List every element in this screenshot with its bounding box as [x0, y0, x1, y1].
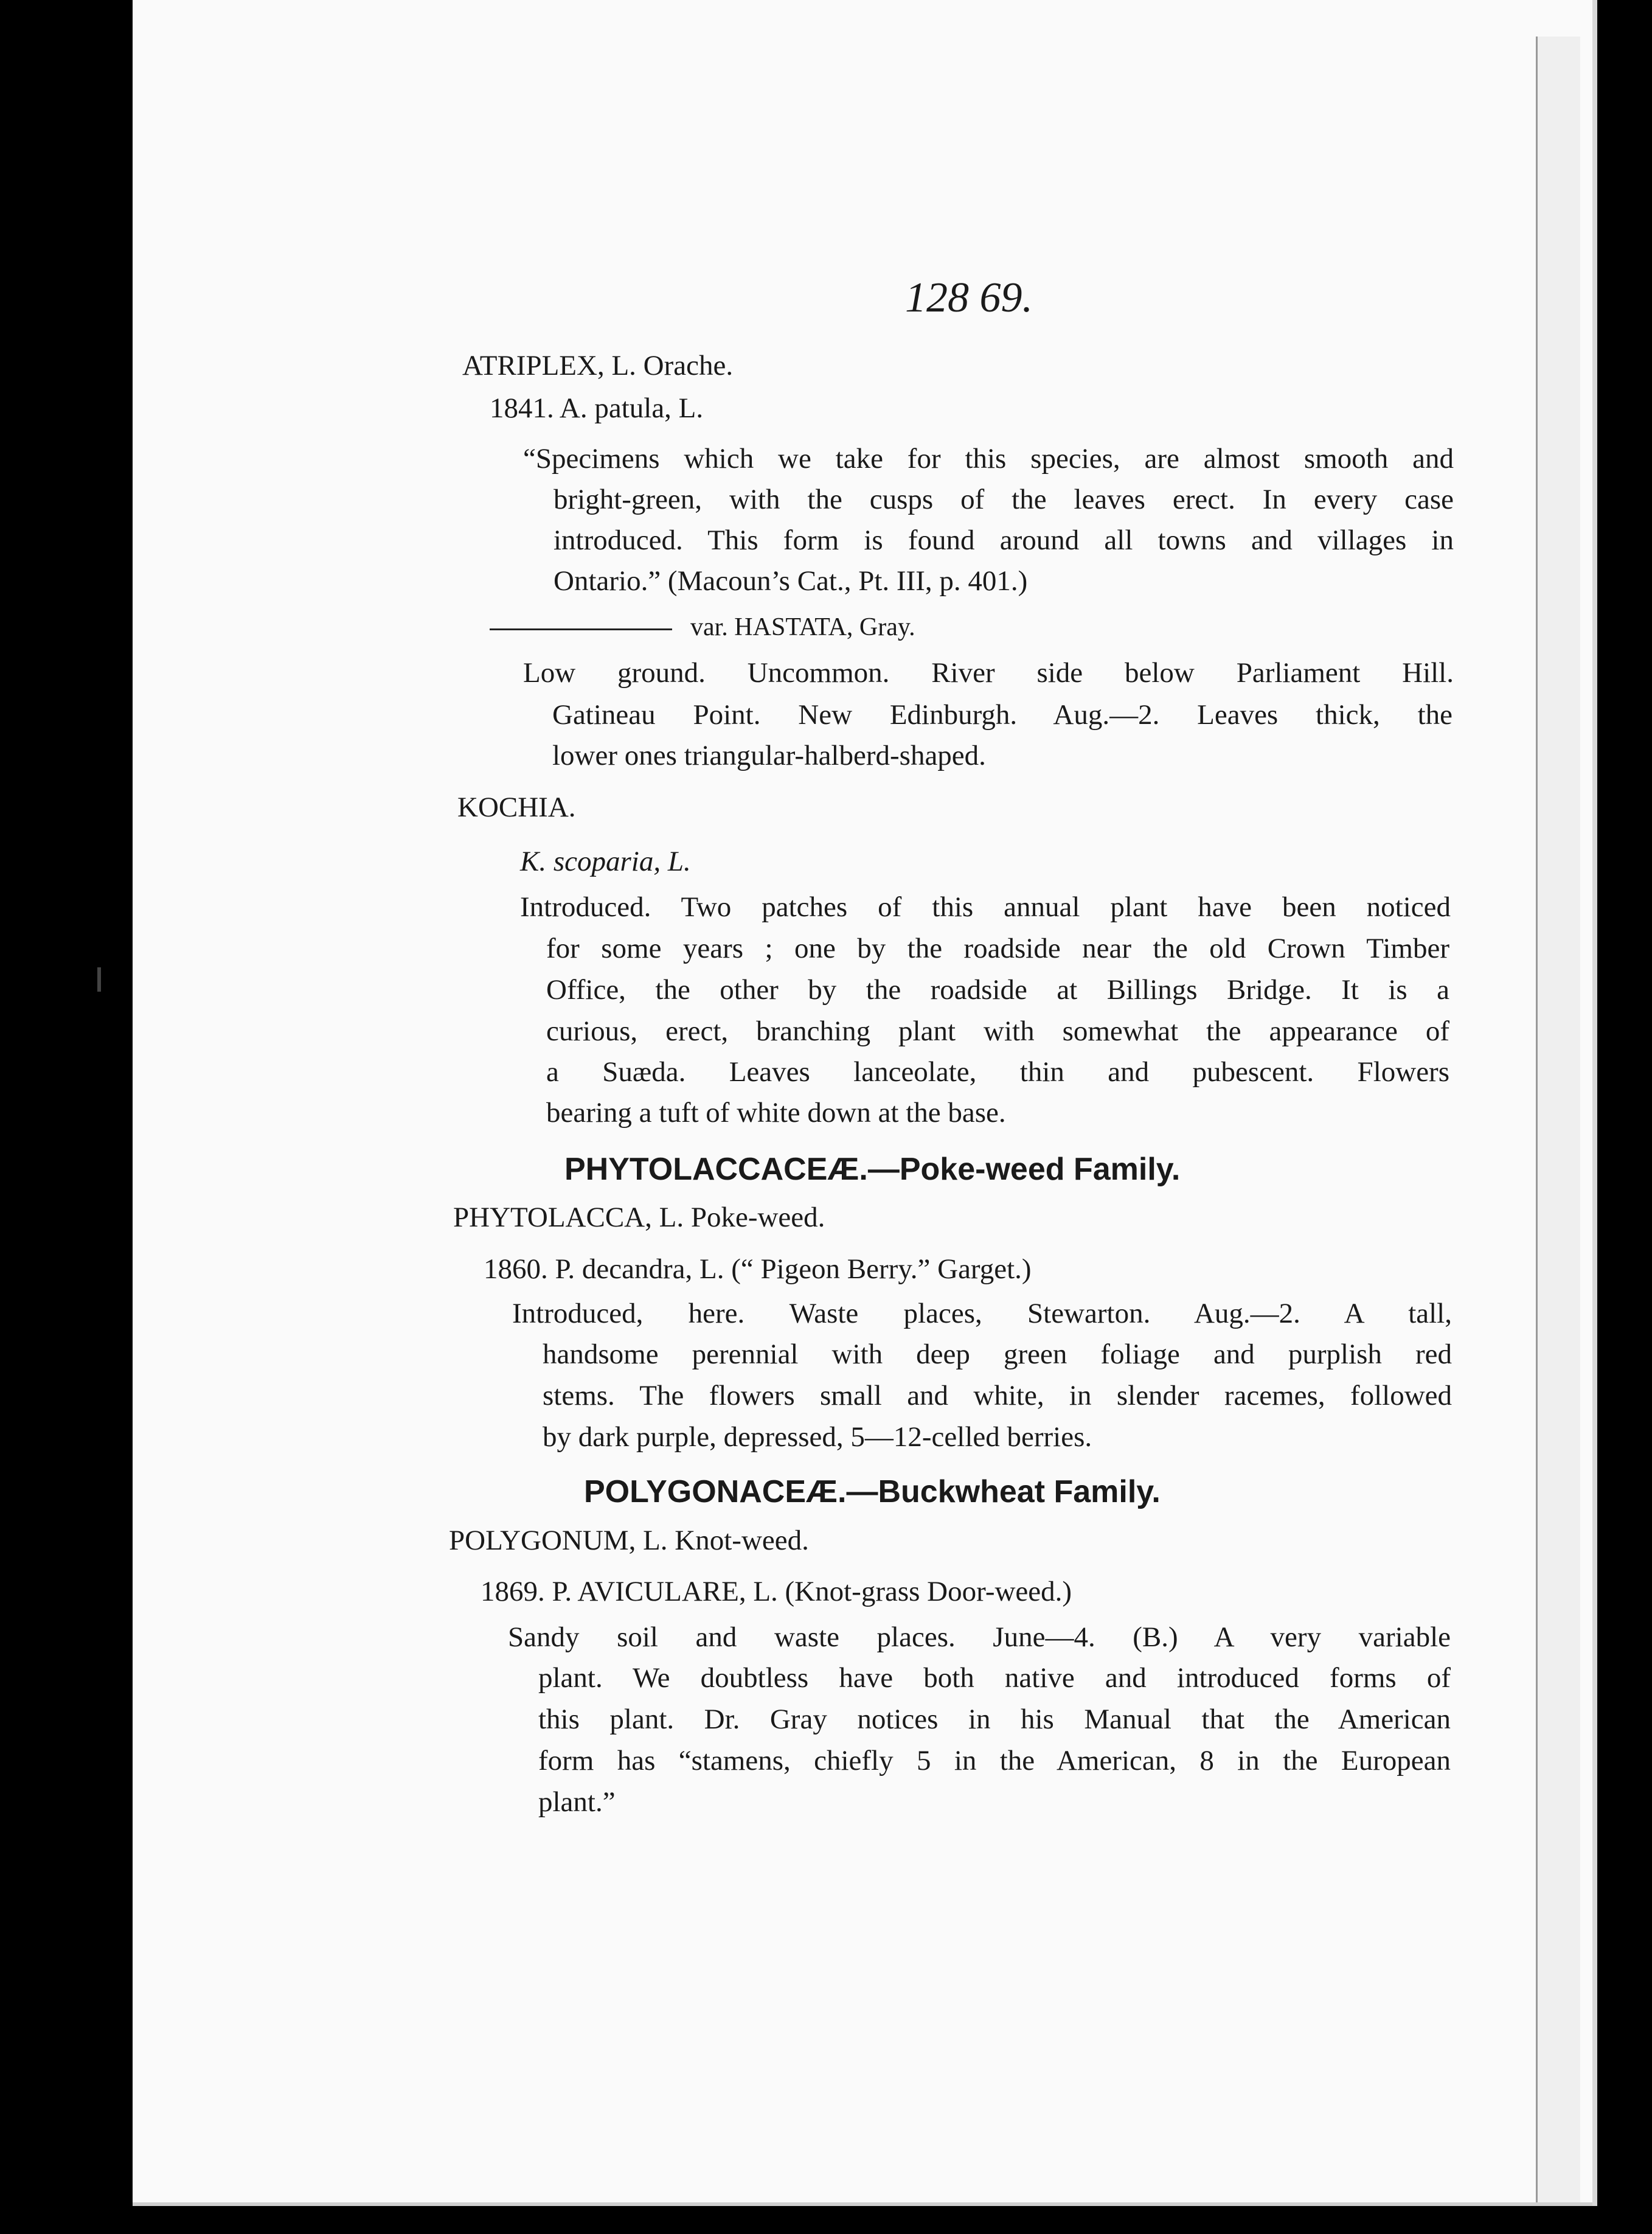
- kochia-species: K. scoparia, L.: [520, 846, 691, 877]
- family-heading-polygonaceae: POLYGONACEÆ.—Buckwheat Family.: [584, 1474, 1161, 1509]
- kochia-text: Office, the other by the roadside at Billings Bridge. It is a: [546, 974, 1449, 1006]
- margin-mark: [97, 967, 101, 992]
- atriplex-var-text: lower ones triangular-halberd-shaped.: [552, 740, 986, 771]
- variety-label: var. HASTATA, Gray.: [690, 613, 915, 641]
- phytolacca-species: 1860. P. decandra, L. (“ Pigeon Berry.” Garget.): [484, 1253, 1032, 1285]
- polygonum-text: form has “stamens, chiefly 5 in the American, 8 in the European: [538, 1745, 1451, 1776]
- polygonum-text: Sandy soil and waste places. June—4. (B.) A very variable: [508, 1621, 1451, 1653]
- dash-rule: [490, 628, 672, 630]
- kochia-text: Introduced. Two patches of this annual plant have been noticed: [520, 891, 1451, 923]
- atriplex-var-text: Low ground. Uncommon. River side below Parliament Hill.: [523, 657, 1454, 689]
- polygonum-text: plant. We doubtless have both native and introduced forms of: [538, 1662, 1451, 1694]
- kochia-text: for some years ; one by the roadside near the old Crown Timber: [546, 933, 1449, 964]
- phytolacca-text: Introduced, here. Waste places, Stewarton. Aug.—2. A tall,: [512, 1298, 1452, 1329]
- polygonum-text: this plant. Dr. Gray notices in his Manual that the American: [538, 1703, 1451, 1735]
- phytolacca-text: by dark purple, depressed, 5—12-celled berries.: [543, 1421, 1092, 1453]
- page-number: 128 69.: [905, 274, 1033, 321]
- atriplex-genus: ATRIPLEX, L. Orache.: [462, 350, 734, 381]
- atriplex-quote-line: bright-green, with the cusps of the leaves erect. In every case: [554, 484, 1454, 515]
- kochia-text: a Suæda. Leaves lanceolate, thin and pubescent. Flowers: [546, 1056, 1449, 1088]
- atriplex-quote-line: “Specimens which we take for this species, are almost smooth and: [523, 443, 1454, 475]
- atriplex-variety: [490, 610, 915, 645]
- polygonum-text: plant.”: [538, 1786, 616, 1818]
- family-heading-phytolaccaceae: PHYTOLACCACEÆ.—Poke-weed Family.: [564, 1152, 1181, 1187]
- kochia-text: bearing a tuft of white down at the base.: [546, 1097, 1006, 1129]
- atriplex-quote-line: Ontario.” (Macoun’s Cat., Pt. III, p. 401.): [554, 565, 1028, 597]
- kochia-text: curious, erect, branching plant with somewhat the appearance of: [546, 1015, 1449, 1047]
- polygonum-species: 1869. P. AVICULARE, L. (Knot-grass Door-weed.): [481, 1576, 1072, 1607]
- atriplex-quote-line: introduced. This form is found around all towns and villages in: [554, 524, 1454, 556]
- phytolacca-genus: PHYTOLACCA, L. Poke-weed.: [453, 1202, 825, 1233]
- atriplex-var-text: Gatineau Point. New Edinburgh. Aug.—2. Leaves thick, the: [552, 699, 1452, 731]
- phytolacca-text: stems. The flowers small and white, in slender racemes, followed: [543, 1380, 1452, 1411]
- polygonum-genus: POLYGONUM, L. Knot-weed.: [449, 1525, 809, 1556]
- atriplex-species: 1841. A. patula, L.: [490, 392, 704, 424]
- kochia-genus: KOCHIA.: [457, 792, 576, 823]
- phytolacca-text: handsome perennial with deep green foliage and purplish red: [543, 1338, 1452, 1370]
- page-edge: [1536, 37, 1580, 2202]
